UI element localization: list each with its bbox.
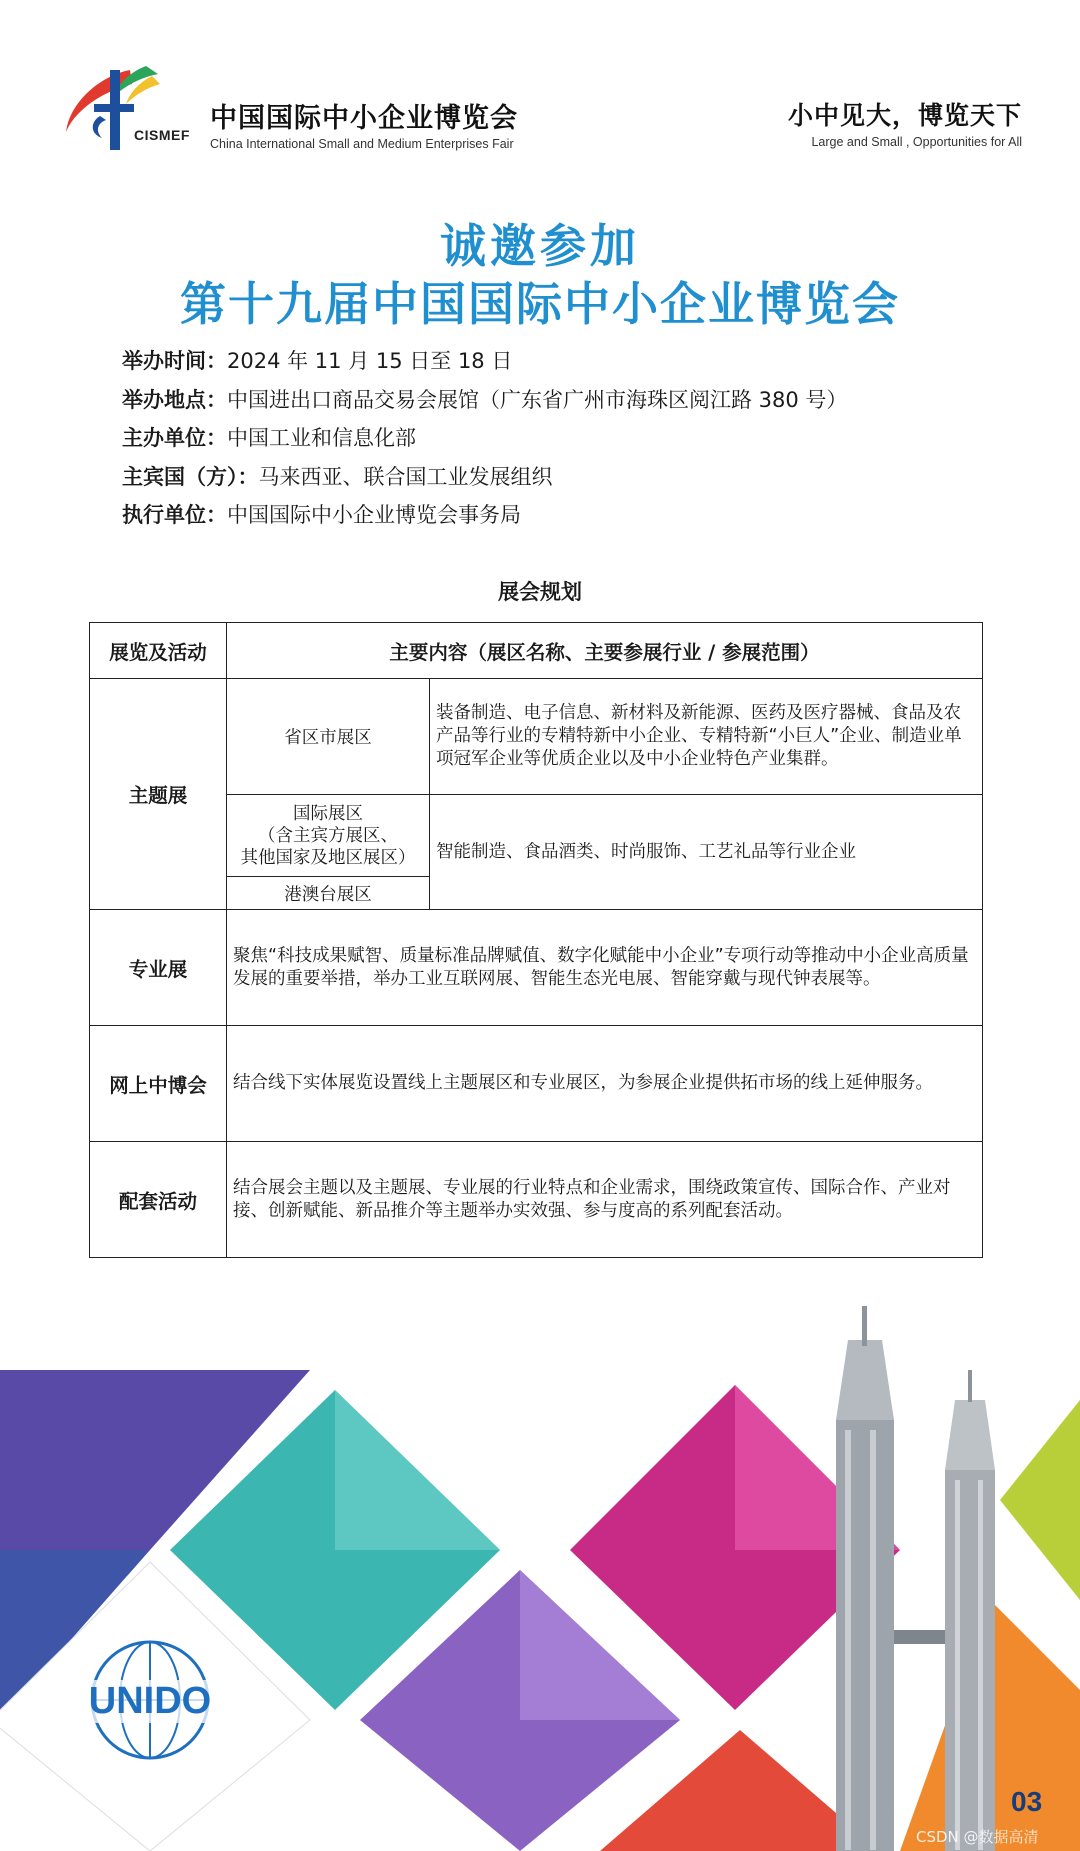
logo-abbreviation: CISMEF bbox=[134, 127, 190, 143]
invitation-title: 诚邀参加 bbox=[440, 219, 640, 273]
page-number: 03 bbox=[1011, 1786, 1043, 1817]
zone-provincial-content: 装备制造、电子信息、新材料及新能源、医药及医疗器械、食品及农产品等行业的专精特新中小企业、专精特新“小巨人”企业、制造业单项冠军企业等优质企业以及中小企业特色产业集群。 bbox=[430, 679, 983, 795]
zone-international-line: （含主宾方展区、 bbox=[258, 825, 398, 846]
header-cell-content: 主要内容（展区名称、主要参展行业 / 参展范围） bbox=[227, 623, 983, 679]
teal-facet-shape bbox=[335, 1390, 500, 1550]
zone-international-line: 国际展区 bbox=[293, 803, 363, 824]
zone-provincial: 省区市展区 bbox=[227, 679, 430, 795]
logo-name-en: China International Small and Medium Enterprises Fair bbox=[210, 137, 514, 151]
info-row-date bbox=[122, 344, 847, 383]
info-label: 举办地点： bbox=[122, 387, 227, 412]
info-value: 马来西亚、联合国工业发展组织 bbox=[258, 464, 553, 489]
unido-label: UNIDO bbox=[78, 1680, 222, 1723]
info-row-guest-country bbox=[122, 460, 847, 499]
info-label: 主办单位： bbox=[122, 426, 227, 450]
watermark: CSDN @数据高清 bbox=[916, 1828, 1039, 1846]
professional-content: 聚焦“科技成果赋智、质量标准品牌赋值、数字化赋能中小企业”专项行动等推动中小企业高质量发展的重要举措，举办工业互联网展、智能生态光电展、智能穿戴与现代钟表展等。 bbox=[227, 910, 983, 1026]
info-row-executor bbox=[122, 498, 847, 537]
logo-name-cn: 中国国际中小企业博览会 bbox=[210, 103, 518, 134]
info-row-host bbox=[122, 421, 847, 460]
supporting-content: 结合展会主题以及主题展、专业展的行业特点和企业需求，围绕政策宣传、国际合作、产业对接、创新赋能、新品推介等主题举办实效强、参与度高的系列配套活动。 bbox=[227, 1142, 983, 1258]
zone-hmt: 港澳台展区 bbox=[227, 877, 430, 910]
info-label: 主宾国（方）： bbox=[122, 464, 259, 489]
event-info bbox=[122, 344, 847, 537]
online-content: 结合线下实体展览设置线上主题展区和专业展区，为参展企业提供拓市场的线上延伸服务。 bbox=[227, 1026, 983, 1142]
twin-towers-illustration bbox=[836, 1306, 995, 1851]
exhibition-plan-table bbox=[89, 622, 983, 1258]
decorative-background bbox=[0, 1300, 1080, 1851]
table-row bbox=[90, 1026, 983, 1142]
organizer-logo-text bbox=[210, 96, 518, 151]
table-header-row bbox=[90, 623, 983, 679]
slogan-en: Large and Small , Opportunities for All bbox=[811, 135, 1022, 149]
row-label-online: 网上中博会 bbox=[90, 1026, 227, 1142]
header-cell-activity: 展览及活动 bbox=[90, 623, 227, 679]
row-label-theme: 主题展 bbox=[90, 679, 227, 910]
slogan-cn: 小中见大，博览天下 bbox=[787, 101, 1022, 130]
row-label-professional: 专业展 bbox=[90, 910, 227, 1026]
info-value: 2024 年 11 月 15 日至 18 日 bbox=[227, 349, 513, 373]
plan-heading: 展会规划 bbox=[498, 580, 582, 604]
zone-international-line: 其他国家及地区展区） bbox=[240, 847, 416, 868]
info-value: 中国进出口商品交易会展馆（广东省广州市海珠区阅江路 380 号） bbox=[227, 387, 848, 412]
table-row bbox=[90, 1142, 983, 1258]
table-row bbox=[90, 679, 983, 795]
info-label: 举办时间： bbox=[122, 349, 227, 373]
slogan bbox=[788, 96, 1022, 149]
table-row bbox=[90, 910, 983, 1026]
info-value: 中国国际中小企业博览会事务局 bbox=[227, 503, 521, 527]
green-shape bbox=[1000, 1400, 1080, 1600]
zone-international-content: 智能制造、食品酒类、时尚服饰、工艺礼品等行业企业 bbox=[430, 795, 983, 910]
info-row-venue bbox=[122, 383, 847, 422]
info-value: 中国工业和信息化部 bbox=[227, 426, 416, 450]
info-label: 执行单位： bbox=[122, 503, 227, 527]
event-title: 第十九届中国国际中小企业博览会 bbox=[180, 277, 900, 331]
zone-international bbox=[227, 795, 430, 877]
row-label-supporting: 配套活动 bbox=[90, 1142, 227, 1258]
